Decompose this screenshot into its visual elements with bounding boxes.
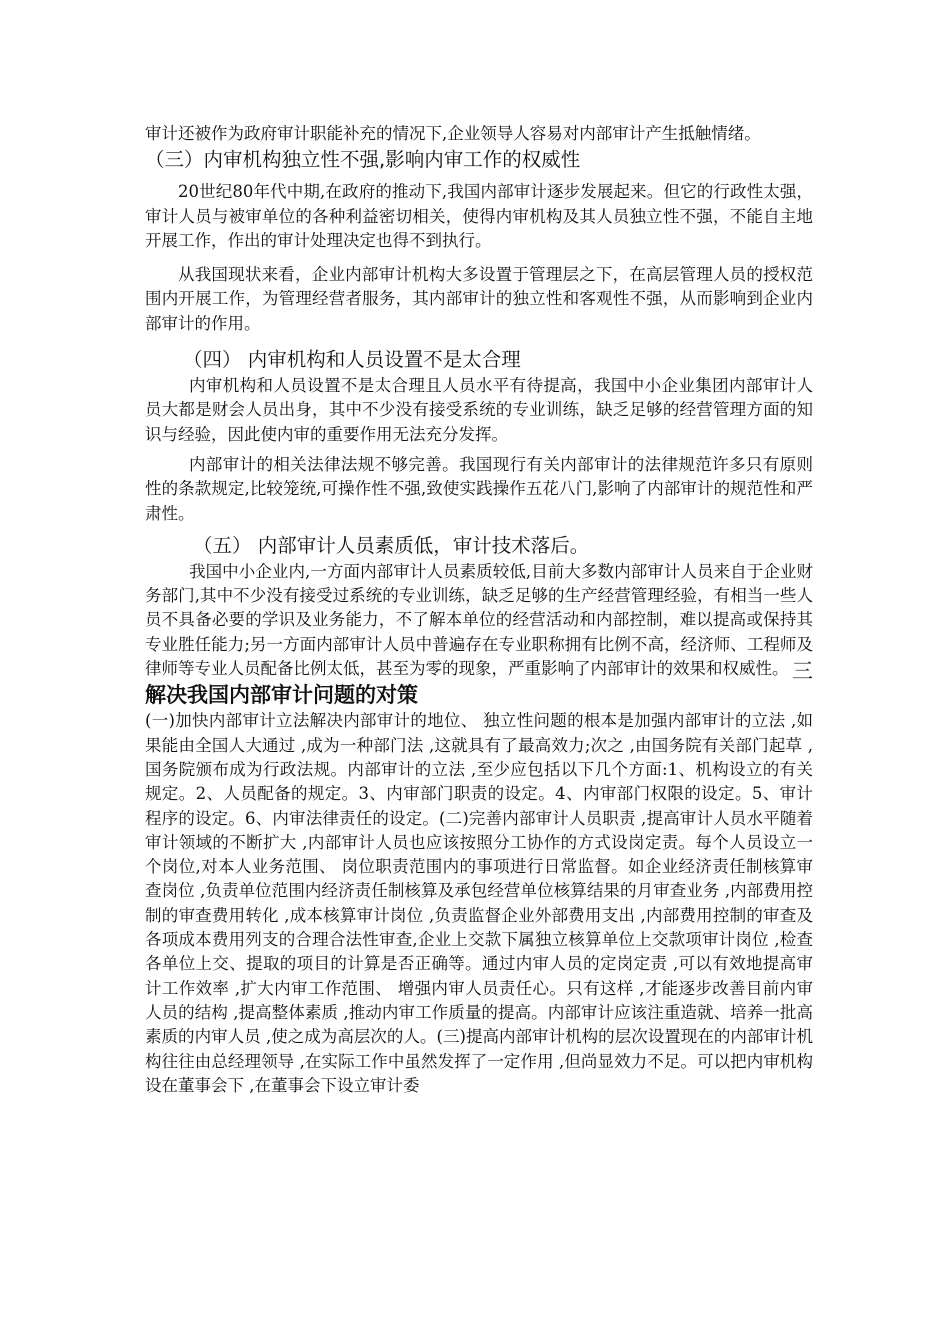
paragraph-4a: 内审机构和人员设置不是太合理且人员水平有待提高，我国中小企业集团内部审计人员大都是财会人员出身，其中不少没有接受系统的专业训练，缺乏足够的经营管理方面的知识与经验，因此使内审的重要作用无法充分发挥。 [145, 376, 813, 444]
document-page [145, 122, 813, 1098]
paragraph-intro: 审计还被作为政府审计职能补充的情况下,企业领导人容易对内部审计产生抵触情绪。 [145, 124, 761, 143]
heading-section-5: （五） 内部审计人员素质低，审计技术落后。 [193, 533, 590, 557]
paragraph-4b: 内部审计的相关法律法规不够完善。我国现行有关内部审计的法律规范许多只有原则性的条款规定,比较笼统,可操作性不强,致使实践操作五花八门,影响了内部审计的规范性和严肃性。 [145, 454, 813, 523]
heading-section-3: （三）内审机构独立性不强,影响内审工作的权威性 [145, 148, 581, 172]
paragraph-5a-block [145, 560, 813, 684]
paragraph-body: (一)加快内部审计立法解决内部审计的地位、 独立性问题的根本是加强内部审计的立法 ,如果能由全国人大通过 ,成为一种部门法 ,这就具有了最高效力;次之 ,由国务院有关部门起草 ,国务院颁布成为行政法规。内部审计的立法 ,至少应包括以下几个方面:1、机构设立的有关规定。2、人员配备的规定。3、内审部门职责的设定。4、内审部门权限的设定。5、审计程序的设定。6、内审法律责任的设定。(二)完善内部审计人员职责 ,提高审计人员水平随着审计领域的不断扩大 ,内部审计人员也应该按照分工协作的方式设岗定责。每个人员设立一个岗位,对本人业务范围、 岗位职责范围内的事项进行日常监督。如企业经济责任制核算审查岗位 ,负责单位范围内经济责任制核算及承包经营单位核算结果的月审查业务 ,内部费用控制的审查费用转化 ,成本核算审计岗位 ,负责监督企业外部费用支出 ,内部费用控制的审查及各项成本费用列支的合理合法性审查,企业上交款下属独立核算单位上交款项审计岗位 ,检查各单位上交、提取的项目的计算是否正确等。通过内审人员的定岗定责 ,可以有效地提高审计工作效率 ,扩大内审工作范围、 增强内审人员责任心。只有这样 ,才能逐步改善目前内审人员的结构 ,提高整体素质 ,推动内审工作质量的提高。内部审计应该注重造就、培养一批高素质的内审人员 ,使之成为高层次的人。(三)提高内部审计机构的层次设置现在的内部审计机构往往由总经理领导 ,在实际工作中虽然发挥了一定作用 ,但尚显效力不足。可以把内审机构设在董事会下 ,在董事会下设立审计委 [145, 711, 813, 1095]
paragraph-5a: 我国中小企业内,一方面内部审计人员素质较低,目前大多数内部审计人员来自于企业财务部门,其中不少没有接受过系统的专业训练，缺乏足够的生产经营管理经验，有相当一些人员不具备必要的学识及业务能力，不了解本单位的经营活动和内部控制，难以提高或保持其专业胜任能力;另一方面内部审计人员中普遍存在专业职称拥有比例不高，经济师、工程师及律师等专业人员配备比例太低，甚至为零的现象，严重影响了内部审计的效果和权威性。 [145, 561, 813, 679]
paragraph-3b: 从我国现状来看，企业内部审计机构大多设置于管理层之下，在高层管理人员的授权范围内开展工作，为管理经营者服务，其内部审计的独立性和客观性不强，从而影响到企业内部审计的作用。 [145, 265, 813, 333]
section-number: 三 [792, 659, 813, 684]
paragraph-3a: 20世纪80年代中期,在政府的推动下,我国内部审计逐步发展起来。但它的行政性太强，审计人员与被审单位的各种利益密切相关，使得内审机构及其人员独立性不强，不能自主地开展工作，作出的审计处理决定也得不到执行。 [145, 182, 813, 250]
heading-section-4: （四） 内审机构和人员设置不是太合理 [183, 348, 521, 372]
section-title: 解决我国内部审计问题的对策 [145, 683, 418, 708]
